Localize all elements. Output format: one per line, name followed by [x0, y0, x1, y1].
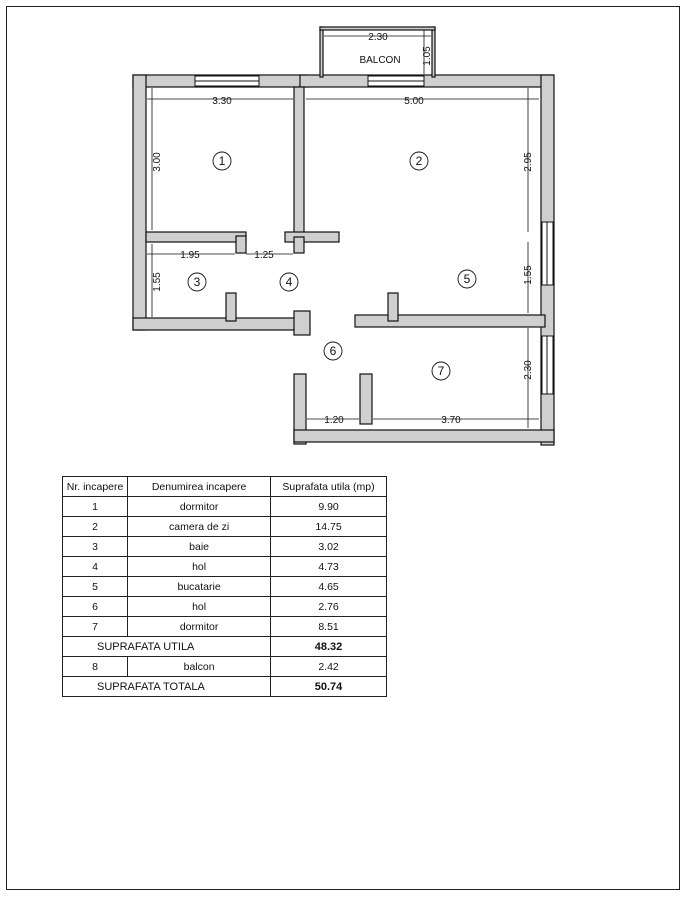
dim-balcony-width: 2.30 [368, 32, 388, 43]
balcony-wall-left [320, 27, 323, 77]
dim-room1-width: 3.30 [212, 96, 232, 107]
wall-kitchen-room7 [355, 315, 545, 327]
wall-stub-c [294, 237, 304, 253]
cell-surface: 4.65 [271, 577, 387, 597]
cell-number: 3 [63, 537, 128, 557]
room-number-5: 5 [463, 272, 471, 286]
cell-name: hol [128, 597, 271, 617]
table-header-row [63, 477, 387, 497]
dim-room1-height: 3.00 [152, 152, 163, 172]
useful-total-label: SUPRAFATA UTILA [63, 637, 271, 657]
cell-surface: 2.76 [271, 597, 387, 617]
dim-room7-width: 3.70 [441, 415, 461, 426]
wall-hall6-right [360, 374, 372, 424]
dim-bath-height: 1.55 [152, 272, 163, 292]
dim-bath-width: 1.95 [180, 250, 200, 261]
wall-room1-room2 [294, 87, 304, 237]
table-row [63, 557, 387, 577]
dim-room2-height: 2.95 [523, 152, 534, 172]
cell-number: 7 [63, 617, 128, 637]
cell-name: camera de zi [128, 517, 271, 537]
dim-hall6-width: 1.20 [324, 415, 344, 426]
cell-number: 1 [63, 497, 128, 517]
wall-stub-a [236, 236, 246, 253]
table-row [63, 497, 387, 517]
room-number-7: 7 [437, 364, 445, 378]
dim-balcony-depth: 1.05 [422, 46, 433, 66]
table-row [63, 517, 387, 537]
table-row [63, 537, 387, 557]
windows [195, 76, 553, 394]
cell-number: 6 [63, 597, 128, 617]
walls [133, 27, 554, 445]
dimension-lines [147, 30, 539, 428]
useful-total-value: 48.32 [271, 637, 387, 657]
room-number-1: 1 [218, 154, 226, 168]
cell-name: dormitor [128, 617, 271, 637]
grand-total-row [63, 677, 387, 697]
wall-room1-bottom [146, 232, 246, 242]
cell-surface: 4.73 [271, 557, 387, 577]
wall-kitchen-stub [388, 293, 398, 321]
dim-room7-height: 2.30 [523, 360, 534, 380]
dim-room2-width: 5.00 [404, 96, 424, 107]
dim-hall-width: 1.25 [254, 250, 274, 261]
balcony-label: BALCON [359, 55, 401, 66]
surface-table [62, 476, 387, 697]
wall-bath [226, 293, 236, 321]
room-number-6: 6 [329, 344, 337, 358]
table-row [63, 657, 387, 677]
useful-total-row [63, 637, 387, 657]
cell-name: dormitor [128, 497, 271, 517]
cell-name: balcon [128, 657, 271, 677]
wall-bottom-right [294, 430, 554, 442]
wall-bottom-left [133, 318, 305, 330]
room-number-2: 2 [415, 154, 423, 168]
table-row [63, 617, 387, 637]
cell-surface: 3.02 [271, 537, 387, 557]
cell-name: baie [128, 537, 271, 557]
header-room-name: Denumirea incapere [128, 477, 271, 497]
wall-top-right [300, 75, 553, 87]
cell-surface: 2.42 [271, 657, 387, 677]
cell-number: 8 [63, 657, 128, 677]
cell-surface: 9.90 [271, 497, 387, 517]
header-surface: Suprafata utila (mp) [271, 477, 387, 497]
table-row [63, 577, 387, 597]
cell-number: 2 [63, 517, 128, 537]
room-number-3: 3 [193, 275, 201, 289]
grand-total-value: 50.74 [271, 677, 387, 697]
wall-stub-b [285, 232, 339, 242]
cell-name: hol [128, 557, 271, 577]
wall-stub-d [294, 311, 310, 335]
cell-name: bucatarie [128, 577, 271, 597]
dim-kitchen-height: 1.55 [523, 265, 534, 285]
cell-surface: 14.75 [271, 517, 387, 537]
table-row [63, 597, 387, 617]
balcony-wall-top [320, 27, 435, 30]
wall-left [133, 75, 146, 330]
room-number-4: 4 [285, 275, 293, 289]
header-room-number: Nr. incapere [63, 477, 128, 497]
cell-surface: 8.51 [271, 617, 387, 637]
grand-total-label: SUPRAFATA TOTALA [63, 677, 271, 697]
cell-number: 5 [63, 577, 128, 597]
cell-number: 4 [63, 557, 128, 577]
